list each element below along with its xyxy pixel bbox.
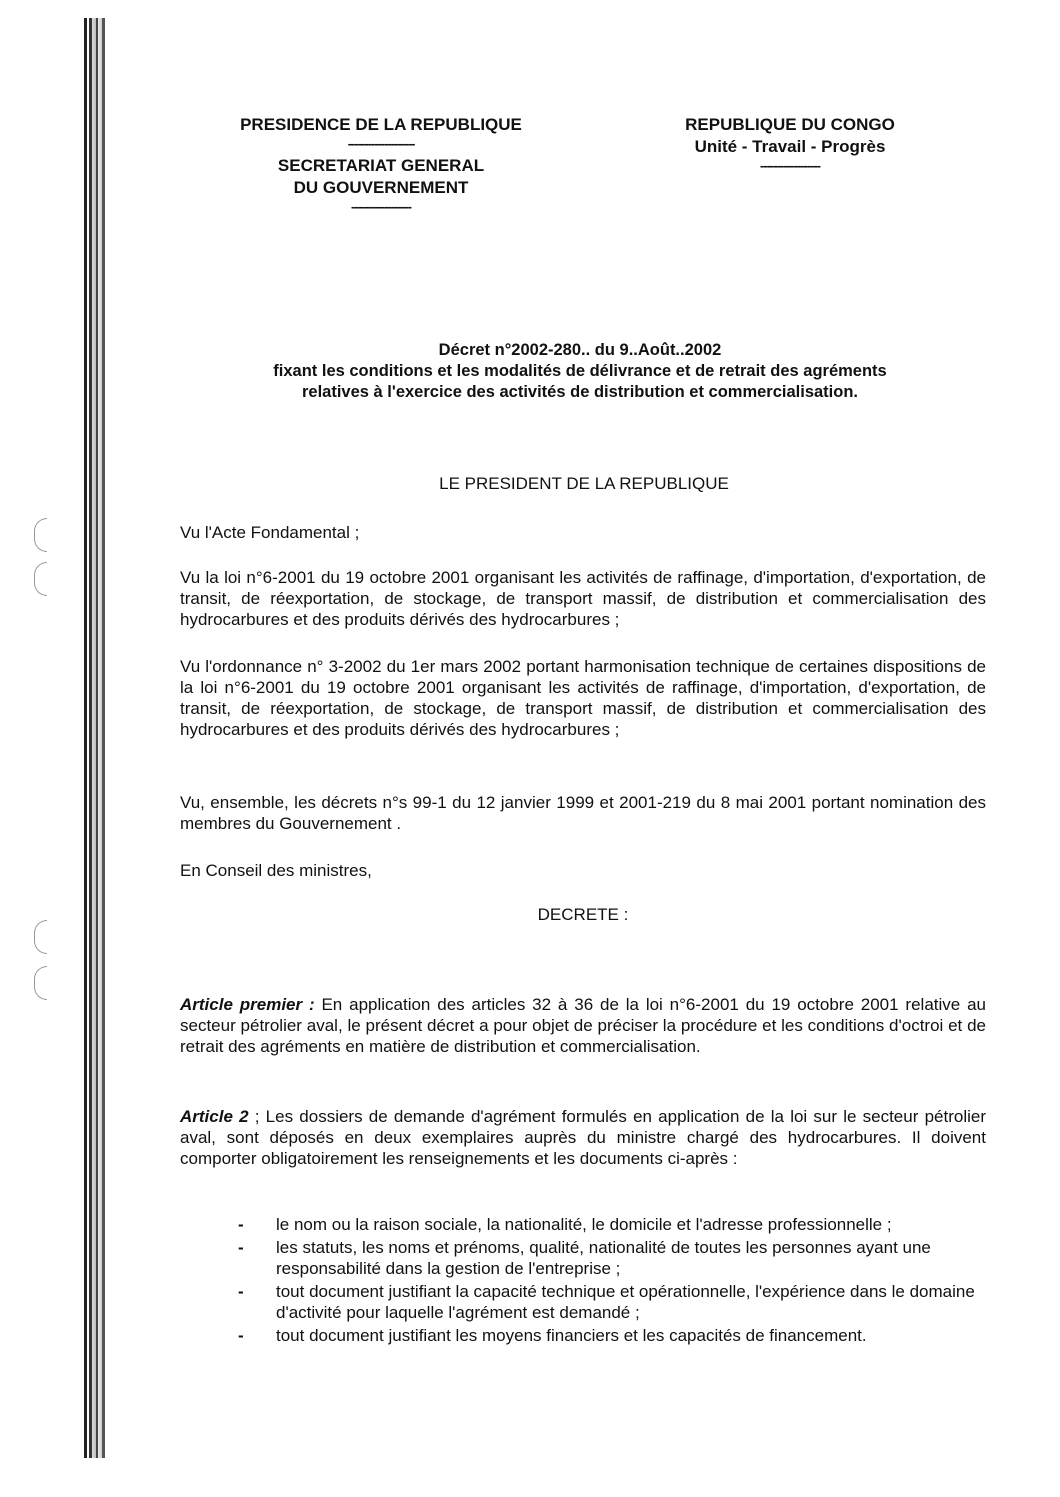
header-separator: ------------------ <box>351 199 411 214</box>
list-item-text: tout document justifiant la capacité technique et opérationnelle, l'expérience dans le domaine d'activité pour laquelle l'agrément est demandé ; <box>276 1282 975 1322</box>
article-text: En application des articles 32 à 36 de la loi n°6-2001 du 19 octobre 2001 relative au secteur pétrolier aval, le présent décret a pour objet de préciser la procédure et les conditions d'octroi et de retrait des agréments en matière de distribution et commercialisation. <box>180 995 986 1056</box>
header-separator: ------------------ <box>760 158 820 173</box>
header-republique: REPUBLIQUE DU CONGO <box>685 115 895 134</box>
article-text: ; Les dossiers de demande d'agrément formulés en application de la loi sur le secteur pétrolier aval, sont déposés en deux exemplaires auprès du ministre chargé des hydrocarbures. Il doivent comporter obligatoirement les renseignements et les documents ci-après : <box>180 1107 986 1168</box>
decree-number: Décret n°2002-280.. du 9..Août..2002 <box>438 341 722 359</box>
scan-punch-mark <box>34 562 47 596</box>
list-item-text: tout document justifiant les moyens financiers et les capacités de financement. <box>276 1326 867 1345</box>
list-item-text: le nom ou la raison sociale, la nationalité, le domicile et l'adresse professionnelle ; <box>276 1215 892 1234</box>
article-2 <box>180 1106 986 1169</box>
conseil-line: En Conseil des ministres, <box>180 861 372 880</box>
article-label: Article 2 <box>180 1107 249 1126</box>
header-right <box>640 114 940 177</box>
header-secretariat: SECRETARIAT GENERAL <box>277 156 485 175</box>
scan-punch-mark <box>34 966 47 1000</box>
decree-title-line: relatives à l'exercice des activités de distribution et commercialisation. <box>302 383 858 401</box>
bullet-dash: - <box>238 1282 244 1301</box>
list-item <box>238 1325 994 1346</box>
vu-decrets: Vu, ensemble, les décrets n°s 99-1 du 12 janvier 1999 et 2001-219 du 8 mai 2001 portant nomination des membres du Gouvernement . <box>180 793 986 833</box>
list-item <box>238 1237 994 1279</box>
list-item-text: les statuts, les noms et prénoms, qualité, nationalité de toutes les personnes ayant une responsabilité dans la gestion de l'entreprise ; <box>276 1238 931 1278</box>
list-item <box>238 1214 994 1235</box>
decree-title-line: fixant les conditions et les modalités de délivrance et de retrait des agréments <box>273 362 887 380</box>
requirements-list <box>238 1214 994 1348</box>
header-presidence: PRESIDENCE DE LA REPUBLIQUE <box>240 115 522 134</box>
bullet-dash: - <box>238 1326 244 1345</box>
scan-binding-edge <box>84 18 106 1458</box>
vu-loi: Vu la loi n°6-2001 du 19 octobre 2001 organisant les activités de raffinage, d'importation, d'exportation, de transit, de réexportation, de stockage, de transport massif, de distribution et commercialisation des hydrocarbures et des produits dérivés des hydrocarbures ; <box>180 568 986 629</box>
list-item <box>238 1281 994 1323</box>
scan-punch-mark <box>34 518 47 552</box>
scan-punch-mark <box>34 920 47 954</box>
bullet-dash: - <box>238 1238 244 1257</box>
article-premier <box>180 994 986 1057</box>
header-gouvernement: DU GOUVERNEMENT <box>293 178 469 197</box>
decree-title-block <box>180 340 980 403</box>
vu-acte-fondamental: Vu l'Acte Fondamental ; <box>180 523 360 542</box>
president-heading: LE PRESIDENT DE LA REPUBLIQUE <box>439 474 729 493</box>
vu-ordonnance: Vu l'ordonnance n° 3-2002 du 1er mars 2002 portant harmonisation technique de certaines dispositions de la loi n°6-2001 du 19 octobre 2001 organisant les activités de raffinage, d'importation, d'exportation, de transit, de réexportation, de stockage, de transport massif, de distribution et commercialisation des hydrocarbures et des produits dérivés des hydrocarbures ; <box>180 657 986 739</box>
header-motto: Unité - Travail - Progrès <box>694 137 886 156</box>
bullet-dash: - <box>238 1215 244 1234</box>
decrete-heading: DECRETE : <box>537 905 629 924</box>
header-separator: -------------------- <box>347 136 415 151</box>
header-left <box>186 114 576 218</box>
article-label: Article premier : <box>180 995 315 1014</box>
